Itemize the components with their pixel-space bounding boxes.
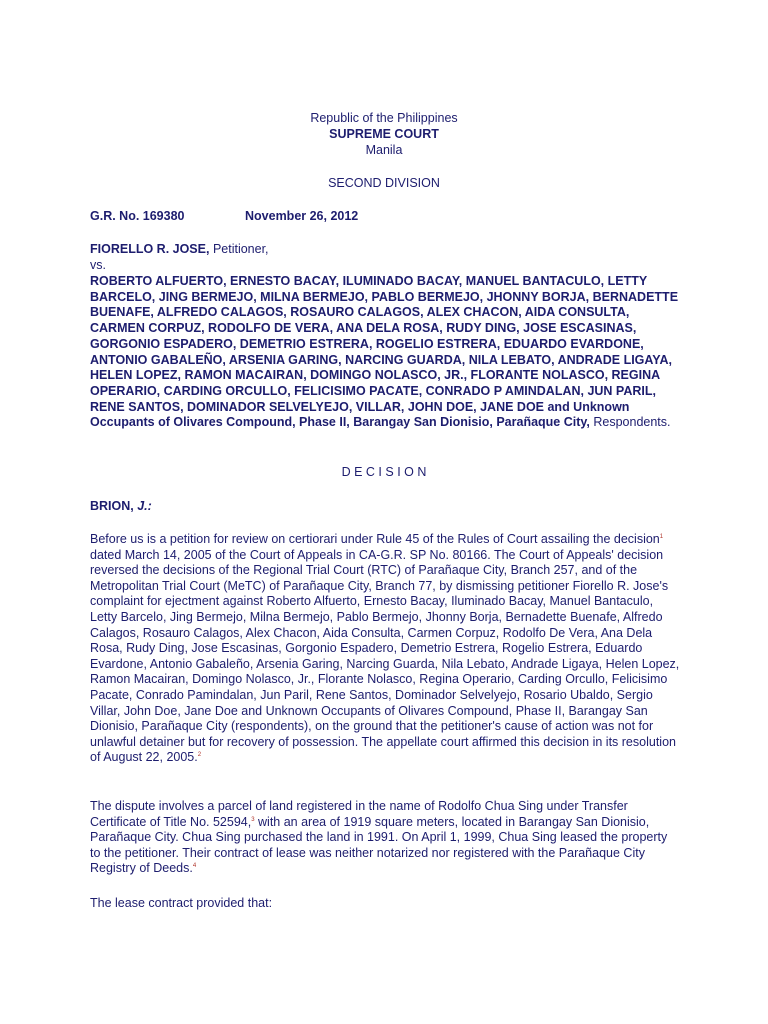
footnote-ref-2[interactable]: 2	[197, 752, 202, 759]
republic-line: Republic of the Philippines	[310, 111, 458, 125]
gr-number: G.R. No. 169380	[90, 209, 185, 223]
ponente-name: BRION,	[90, 499, 134, 513]
division-heading: SECOND DIVISION	[328, 176, 440, 190]
respondents-names: ROBERTO ALFUERTO, ERNESTO BACAY, ILUMINADO BACAY, MANUEL BANTACULO, LETTY BARCELO, JING BERMEJO, MILNA BERMEJO, PABLO BERMEJO, JHONNY BORJA, BERNADETTE BUENAFE, ALFREDO CALAGOS, ROSAURO CALAGOS, ALEX CHACON, AIDA CONSULTA, CARMEN CORPUZ, RODOLFO DE VERA, ANA DELA ROSA, RUDY DING, JOSE ESCASINAS, GORGONIO ESPADERO, DEMETRIO ESTRERA, ROGELIO ESTRERA, EDUARDO EVARDONE, ANTONIO GABALEÑO, ARSENIA GARING, NARCING GUARDA, NILA LEBATO, ANDRADE LIGAYA, HELEN LOPEZ, RAMON MACAIRAN, DOMINGO NOLASCO, JR., FLORANTE NOLASCO, REGINA OPERARIO, CARDING ORCULLO, FELICISIMO PACATE, CONRADO P AMINDALAN, JUN PARIL, RENE SANTOS, DOMINADOR SELVELYEJO, VILLAR, JOHN DOE, JANE DOE and Unknown Occupants of Olivares Compound, Phase II, Barangay San Dionisio, Parañaque City,	[90, 274, 679, 430]
paragraph-1-text-b: dated March 14, 2005 of the Court of Appeals in CA-G.R. SP No. 80166. The Court of Appeals' decision reversed the decisions of the Regional Trial Court (RTC) of Parañaque City, Branch 257, and of the Metropolitan Trial Court (MeTC) of Parañaque City, Branch 77, by dismissing petitioner Fiorello R. Jose's complaint for ejectment against Roberto Alfuerto, Ernesto Bacay, Iluminado Bacay, Manuel Bantaculo, Letty Barcelo, Jing Bermejo, Milna Bermejo, Pablo Bermejo, Jhonny Borja, Bernadette Buenafe, Alfredo Calagos, Rosauro Calagos, Alex Chacon, Aida Consulta, Carmen Corpuz, Rodolfo De Vera, Ana Dela Rosa, Rudy Ding, Jose Escasinas, Gorgonio Espadero, Demetrio Estrera, Rogelio Estrera, Eduardo Evardone, Antonio Gabaleño, Arsenia Garing, Narcing Guarda, Nila Lebato, Andrade Ligaya, Helen Lopez, Ramon Macairan, Domingo Nolasco, Jr., Florante Nolasco, Regina Operario, Carding Orcullo, Felicisimo Pacate, Conrado Pamindalan, Jun Paril, Rene Santos, Dominador Selvelyejo, Rosario Ubaldo, Sergio Villar, John Doe, Jane Doe and Unknown Occupants of Olivares Compound, Phase II, Barangay San Dionisio, Parañaque City (respondents), on the ground that the petitioner's cause of action was not for unlawful detainer but for recovery of possession. The appellate court affirmed this decision in its resolution of August 22, 2005.	[90, 547, 680, 765]
paragraph-2-text-a: The dispute involves a parcel of land registered in the name of Rodolfo Chua Sing under Transfer Certificate of Title No. 52594,	[90, 799, 628, 829]
respondents-label: Respondents.	[589, 415, 671, 430]
ponente-title: J.:	[133, 499, 152, 513]
decision-heading: D E C I S I O N	[341, 465, 427, 479]
paragraph-2	[90, 799, 680, 877]
versus-label: vs.	[90, 258, 106, 272]
petitioner-label: Petitioner,	[209, 242, 269, 256]
footnote-ref-3[interactable]: 3	[251, 816, 255, 823]
footnote-ref-4[interactable]: 4	[192, 863, 197, 870]
case-number-row	[90, 209, 359, 225]
court-city: Manila	[365, 143, 403, 157]
case-date: November 26, 2012	[245, 209, 359, 223]
footnote-ref-1[interactable]: 1	[659, 533, 664, 540]
petitioner-name: FIORELLO R. JOSE,	[90, 242, 210, 256]
paragraph-3: The lease contract provided that:	[90, 896, 273, 910]
paragraph-1-text-a: Before us is a petition for review on certiorari under Rule 45 of the Rules of Court assailing the decision	[90, 532, 660, 546]
ponente-line	[90, 499, 680, 515]
petitioner-line	[90, 242, 680, 258]
paragraph-1	[90, 532, 680, 766]
respondents-block	[90, 274, 680, 431]
court-name: SUPREME COURT	[329, 127, 439, 141]
paragraph-2-text-b: with an area of 1919 square meters, located in Barangay San Dionisio, Parañaque City. Chua Sing purchased the land in 1991. On April 1, 1999, Chua Sing leased the property to the petitioner. Their contract of lease was neither notarized nor registered with the Parañaque City Registry of Deeds.	[90, 814, 668, 876]
